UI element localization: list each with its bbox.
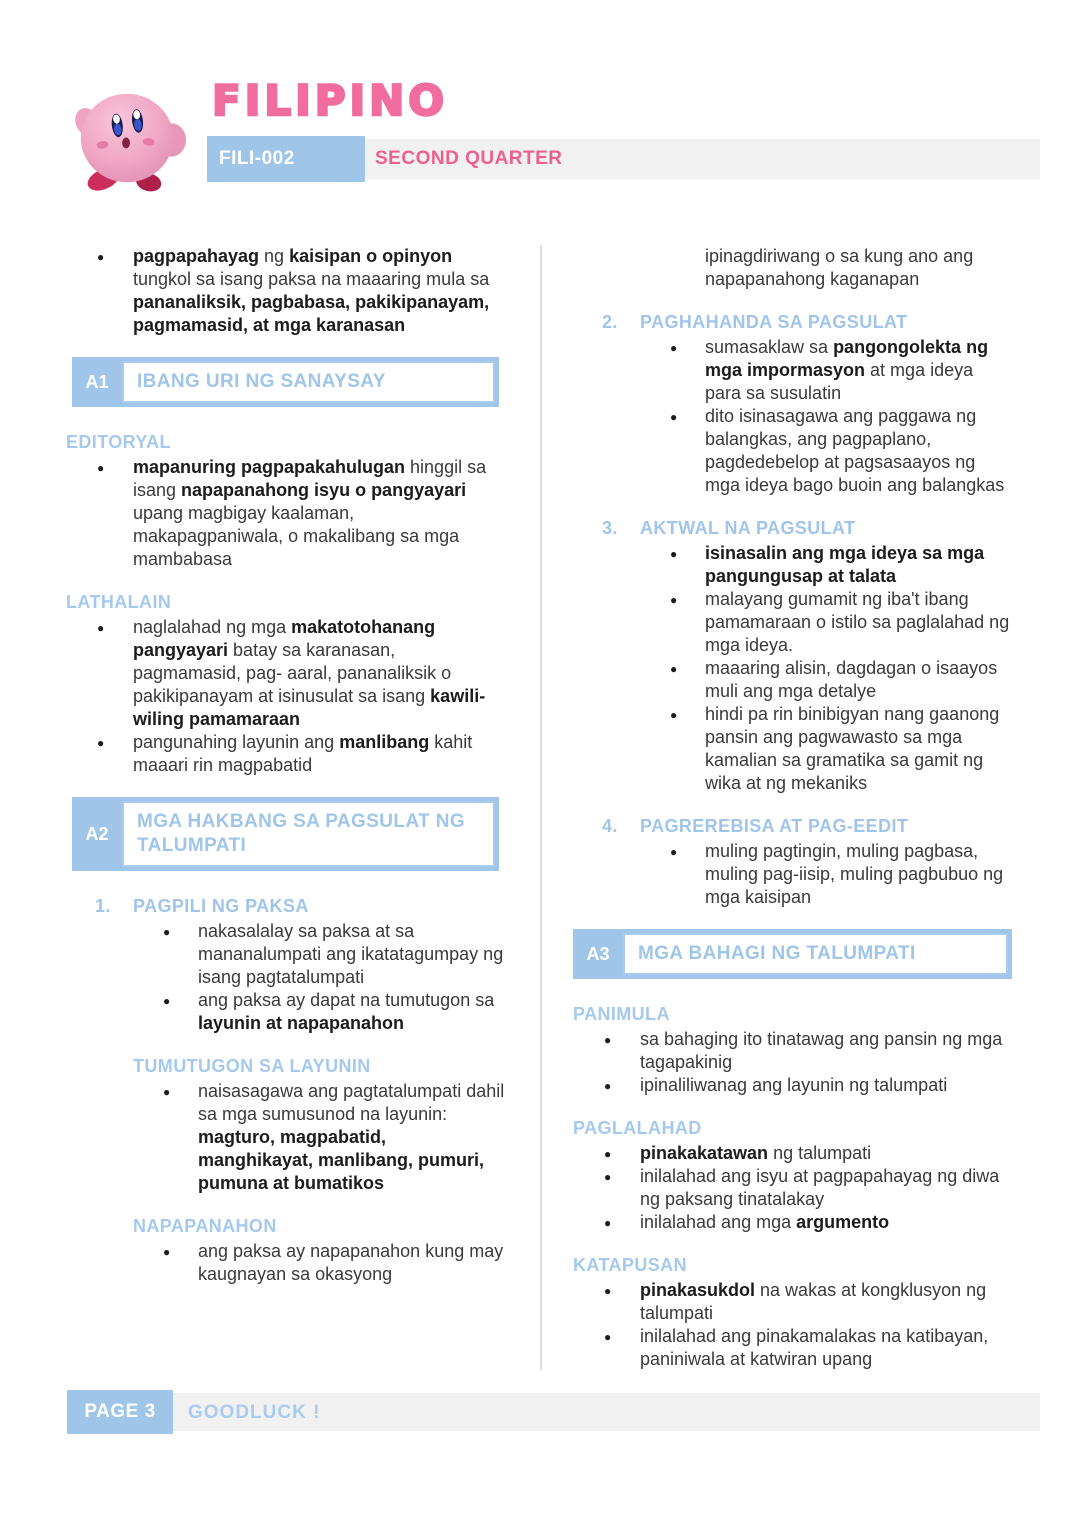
section-heading-editoryal: EDITORYAL [66,432,171,452]
text-run: layunin at napapanahon [198,1013,405,1033]
section-heading-napapanahon: NAPAPANAHON [133,1216,277,1236]
text-run: inilalahad ang pinakamalakas na katibayan, paniniwala at katwiran upang [640,1326,989,1369]
text-run: pinakakatawan [640,1143,769,1163]
topic-box-label: A3 [586,943,610,964]
page-number-badge: PAGE 3 [67,1390,173,1434]
topic-box-title: MGA BAHAGI NG TALUMPATI [623,933,1008,975]
heading-number: 4. [602,816,618,836]
topic-box-label: A1 [85,371,109,392]
bullet-list [573,840,1013,909]
heading-text: PAGHAHANDA SA PAGSULAT [640,312,908,332]
topic-box-label: A2 [85,823,109,844]
text-run: ipinaliliwanag ang layunin ng talumpati [640,1075,948,1095]
text-run: naisasagawa ang pagtatalumpati dahil sa mga sumusunod na layunin: [198,1081,505,1124]
heading-number: 1. [95,896,111,916]
bullet-list [66,245,506,337]
column-divider [540,245,542,1370]
text-run: upang magbigay kaalaman, makapagpaniwala, o makalibang sa mga mambabasa [133,503,460,569]
bullet-item [66,616,506,731]
bullet-list [66,1240,506,1286]
bullet-item [573,657,1013,703]
bullet-list [573,336,1013,497]
numbered-heading-pagpili-ng-paksa [66,895,506,918]
bullet-item [573,588,1013,657]
quarter-label: SECOND QUARTER [375,148,563,169]
bullet-list [66,456,506,571]
bullet-item [573,1074,1013,1097]
left-column [66,245,506,1286]
bullet-item [66,456,506,571]
bullet-item [573,1028,1013,1074]
text-run: kawili-wiling pamamaraan [133,686,486,729]
text-run: mapanuring pagpapakahulugan [133,457,406,477]
bullet-item [573,1325,1013,1371]
text-run: ipinagdiriwang o sa kung ano ang napapanahong kaganapan [705,246,974,289]
text-run: at mga ideya para sa susulatin [705,360,974,403]
continuation-paragraph [573,245,1013,291]
topic-box-title: MGA HAKBANG SA PAGSULAT NG TALUMPATI [122,801,495,867]
text-run: ang paksa ay napapanahon kung may kaugnayan sa okasyong [198,1241,504,1284]
page-title: FILIPINO [212,76,448,125]
text-run: kaisipan o opinyon [289,246,453,266]
text-run: na wakas at kongklusyon ng talumpati [640,1280,987,1323]
text-run: pangunahing layunin ang [133,732,340,752]
section-heading-katapusan: KATAPUSAN [573,1255,687,1275]
text-run: manlibang [339,732,430,752]
text-run: pangongolekta ng mga impormasyon [705,337,989,380]
text-run: makatotohanang pangyayari [133,617,436,660]
bullet-list [573,542,1013,795]
bullet-item [573,840,1013,909]
text-run: hinggil sa isang [133,457,487,500]
topic-box-a3 [573,929,1012,979]
kirby-mascot-image [70,82,188,194]
footer-note: GOODLUCK ! [188,1402,321,1423]
text-run: inilalahad ang isyu at pagpapahayag ng diwa ng paksang tinatalakay [640,1166,1000,1209]
bullet-item [66,989,506,1035]
bullet-item [66,731,506,777]
section-heading-lathalain: LATHALAIN [66,592,172,612]
bullet-item [573,703,1013,795]
text-run: sumasaklaw sa [705,337,834,357]
text-run: isinasalin ang mga ideya sa mga pangungusap at talata [705,543,985,586]
heading-text: PAGPILI NG PAKSA [133,896,309,916]
numbered-heading-pagrerebisa-at-pag-eedit [573,815,1013,838]
bullet-item [66,1080,506,1195]
text-run: malayang gumamit ng iba't ibang pamamaraan o istilo sa paglalahad ng mga ideya. [705,589,1010,655]
bullet-list [66,616,506,777]
bullet-item [66,1240,506,1286]
text-run: pagpapahayag [133,246,260,266]
text-run: dito isinasagawa ang paggawa ng balangkas, ang pagpaplano, pagdedebelop at pagsasaayos ng mga ideya bago buoin ang balangkas [705,406,1005,495]
bullet-item [66,245,506,337]
heading-text: AKTWAL NA PAGSULAT [640,518,856,538]
bullet-list [573,1142,1013,1234]
topic-box-title: IBANG URI NG SANAYSAY [122,361,495,403]
bullet-list [66,920,506,1035]
text-run: ng [259,246,290,266]
section-heading-panimula: PANIMULA [573,1004,670,1024]
text-run: hindi pa rin binibigyan nang gaanong pansin ang pagwawasto sa mga kamalian sa gramatika sa gamit ng wika at ng mekaniks [705,704,1000,793]
text-run: pananaliksik, pagbabasa, pakikipanayam, pagmamasid, at mga karanasan [133,292,490,335]
bullet-item [573,1142,1013,1165]
right-column [573,245,1013,1371]
numbered-heading-aktwal-na-pagsulat [573,517,1013,540]
bullet-item [573,542,1013,588]
heading-number: 2. [602,312,618,332]
text-run: ng talumpati [768,1143,872,1163]
section-heading-tumutugon-sa-layunin: TUMUTUGON SA LAYUNIN [133,1056,371,1076]
bullet-list [66,1080,506,1195]
topic-box-a2 [72,797,499,871]
text-run: pinakasukdol [640,1280,756,1300]
text-run: inilalahad ang mga [640,1212,797,1232]
bullet-item [66,920,506,989]
course-code-badge: FILI-002 [207,136,365,182]
text-run: muling pagtingin, muling pagbasa, muling pag-iisip, muling pagbubuo ng mga kaisipan [705,841,1004,907]
bullet-item [573,1211,1013,1234]
bullet-list [573,1028,1013,1097]
text-run: sa bahaging ito tinatawag ang pansin ng mga tagapakinig [640,1029,1003,1072]
text-run: magturo, magpabatid, manghikayat, manlibang, pumuri, pumuna at bumatikos [198,1127,485,1193]
bullet-list [573,1279,1013,1371]
bullet-item [573,405,1013,497]
heading-number: 3. [602,518,618,538]
section-heading-paglalahad: PAGLALAHAD [573,1118,702,1138]
text-run: ang paksa ay dapat na tumutugon sa [198,990,495,1010]
text-run: maaaring alisin, dagdagan o isaayos muli ang mga detalye [705,658,998,701]
bullet-item [573,336,1013,405]
text-run: kahit maaari rin magpabatid [133,732,473,775]
topic-box-a1 [72,357,499,407]
text-run: tungkol sa isang paksa na maaaring mula sa [133,269,490,289]
bullet-item [573,1165,1013,1211]
text-run: napapanahong isyu o pangyayari [181,480,467,500]
numbered-heading-paghahanda-sa-pagsulat [573,311,1013,334]
bullet-item [573,1279,1013,1325]
heading-text: PAGREREBISA AT PAG-EEDIT [640,816,909,836]
text-run: argumento [796,1212,890,1232]
text-run: naglalahad ng mga [133,617,292,637]
text-run: nakasalalay sa paksa at sa mananalumpati ang ikatatagumpay ng isang pagtatalumpati [198,921,504,987]
text-run: batay sa karanasan, pagmamasid, pag- aaral, pananaliksik o pakikipanayam at isinusulat sa isang [133,640,452,706]
